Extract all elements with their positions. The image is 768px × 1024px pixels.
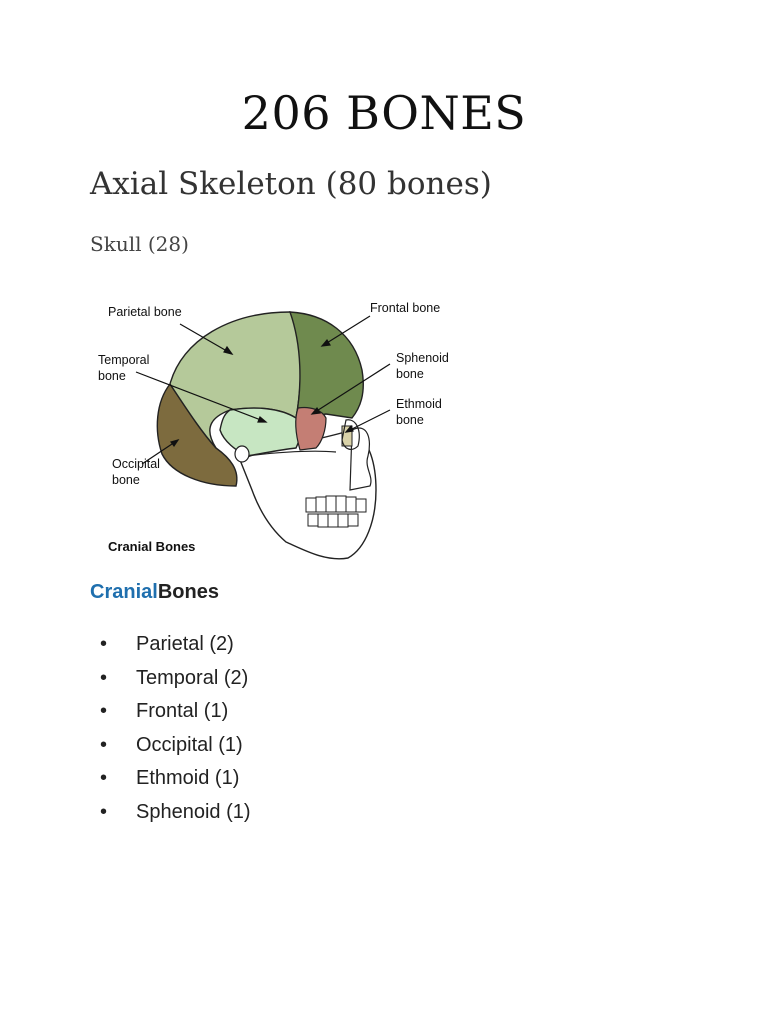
subsection-heading: Skull (28): [90, 232, 189, 256]
cranial-heading-rest: Bones: [157, 581, 219, 603]
figure-caption: Cranial Bones: [108, 539, 196, 554]
list-item: [100, 798, 251, 832]
list-item: [100, 664, 251, 698]
label-parietal: Parietal bone: [108, 305, 182, 319]
label-ethmoid-line2: bone: [396, 413, 424, 427]
bullet-icon: •: [100, 800, 108, 823]
label-temporal-line2: bone: [98, 369, 126, 383]
skull-diagram: [90, 290, 462, 562]
label-ethmoid-line1: Ethmoid: [396, 397, 442, 411]
list-item: [100, 630, 251, 664]
label-temporal-line1: Temporal: [98, 353, 150, 367]
list-item: [100, 731, 251, 765]
label-sphenoid-line2: bone: [396, 367, 424, 381]
list-item-label: Sphenoid (1): [136, 800, 251, 823]
cranial-heading-highlight: Cranial: [90, 581, 158, 603]
list-item-label: Temporal (2): [136, 666, 249, 689]
list-item-label: Ethmoid (1): [136, 767, 240, 790]
maxilla-shape: [350, 428, 371, 490]
label-frontal: Frontal bone: [370, 301, 441, 315]
list-item: [100, 764, 251, 798]
label-occipital-line2: bone: [112, 473, 140, 487]
cranial-bones-heading: [90, 581, 219, 604]
label-sphenoid-line1: Sphenoid: [396, 351, 449, 365]
list-item-label: Frontal (1): [136, 700, 229, 723]
temporal-shape: [220, 408, 300, 456]
bullet-icon: •: [100, 767, 108, 790]
section-heading: Axial Skeleton (80 bones): [90, 166, 492, 202]
frontal-shape: [290, 312, 363, 418]
ear-opening-shape: [235, 446, 249, 462]
page-title: 206 BONES: [241, 86, 527, 140]
label-occipital-line1: Occipital: [112, 457, 160, 471]
cranial-bones-list: [100, 630, 251, 832]
list-item-label: Parietal (2): [136, 633, 234, 655]
bullet-icon: •: [100, 666, 108, 689]
teeth-shape: [306, 496, 366, 527]
bullet-icon: •: [100, 733, 108, 756]
list-item: [100, 697, 251, 731]
bullet-icon: •: [100, 633, 108, 655]
bullet-icon: •: [100, 700, 108, 723]
list-item-label: Occipital (1): [136, 733, 243, 756]
